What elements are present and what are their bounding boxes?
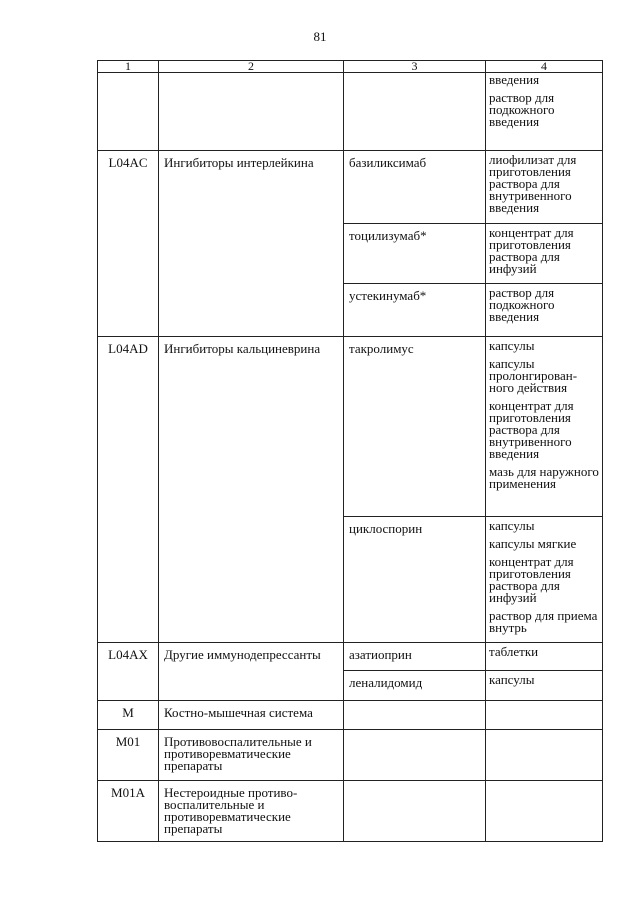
dosage-form: таблетки: [489, 644, 539, 659]
dosage-form: раствор для подкожного введения: [489, 285, 555, 324]
forms-cell: [486, 337, 603, 517]
dosage-form: концентрат для приготовления раствора для инфузий: [489, 554, 574, 605]
forms-cell: [486, 224, 603, 284]
group-name: Костно-мышечная система: [159, 701, 344, 730]
dosage-form: капсулы пролонгирован-ного действия: [489, 356, 578, 395]
drug-cell: [344, 701, 486, 730]
forms-cell: [486, 151, 603, 224]
table-row-l04ad: [98, 337, 603, 517]
group-name: Противовоспалительные и противоревматические препараты: [159, 730, 344, 781]
forms-cell: [486, 517, 603, 643]
forms-cell: [486, 701, 603, 730]
dosage-form: капсулы: [489, 518, 535, 533]
drug-cell: [344, 73, 486, 151]
column-header-2: 2: [159, 61, 344, 73]
atc-code: M: [98, 701, 159, 730]
forms-cell: [486, 643, 603, 671]
column-header-3: 3: [344, 61, 486, 73]
dosage-form: капсулы: [489, 672, 535, 687]
forms-cell: [486, 73, 603, 151]
drug-name: леналидомид: [344, 671, 486, 701]
table-row-l04ax: [98, 643, 603, 671]
code-cell: [98, 73, 159, 151]
dosage-form: лиофилизат для приготовления раствора для внутривенного введения: [489, 152, 577, 215]
table-row-continuation: [98, 73, 603, 151]
group-name: Ингибиторы интерлейкина: [159, 151, 344, 337]
atc-code: M01: [98, 730, 159, 781]
dosage-form: концентрат для приготовления раствора для инфузий: [489, 225, 574, 276]
group-name: Нестероидные противо-воспалительные и противоревматические препараты: [159, 781, 344, 842]
dosage-form: раствор для приема внутрь: [489, 608, 598, 635]
dosage-form: капсулы мягкие: [489, 536, 577, 551]
group-name: Другие иммунодепрессанты: [159, 643, 344, 701]
table-row-l04ac: [98, 151, 603, 224]
dosage-form: капсулы: [489, 338, 535, 353]
forms-cell: [486, 671, 603, 701]
atc-code: L04AC: [98, 151, 159, 337]
table-header-row: [98, 61, 603, 73]
drug-name: тоцилизумаб*: [344, 224, 486, 284]
page-number: 81: [313, 29, 327, 44]
drug-cell: [344, 781, 486, 842]
drug-name: такролимус: [344, 337, 486, 517]
drug-name: циклоспорин: [344, 517, 486, 643]
forms-cell: [486, 730, 603, 781]
atc-code: L04AD: [98, 337, 159, 643]
dosage-form: мазь для наружного применения: [489, 464, 599, 491]
name-cell: [159, 73, 344, 151]
drug-name: азатиоприн: [344, 643, 486, 671]
column-header-1: 1: [98, 61, 159, 73]
drug-name: устекинумаб*: [344, 284, 486, 337]
dosage-form: концентрат для приготовления раствора для внутривенного введения: [489, 398, 574, 461]
column-header-4: 4: [486, 61, 603, 73]
table-row-m01a: [98, 781, 603, 842]
dosage-form: раствор для подкожного введения: [489, 90, 555, 129]
atc-code: M01A: [98, 781, 159, 842]
forms-cell: [486, 781, 603, 842]
drug-cell: [344, 730, 486, 781]
dosage-form: введения: [489, 72, 540, 87]
atc-code: L04AX: [98, 643, 159, 701]
group-name: Ингибиторы кальциневрина: [159, 337, 344, 643]
table-row-m: [98, 701, 603, 730]
forms-cell: [486, 284, 603, 337]
drug-classification-table: [97, 60, 603, 842]
table-row-m01: [98, 730, 603, 781]
drug-name: базиликсимаб: [344, 151, 486, 224]
